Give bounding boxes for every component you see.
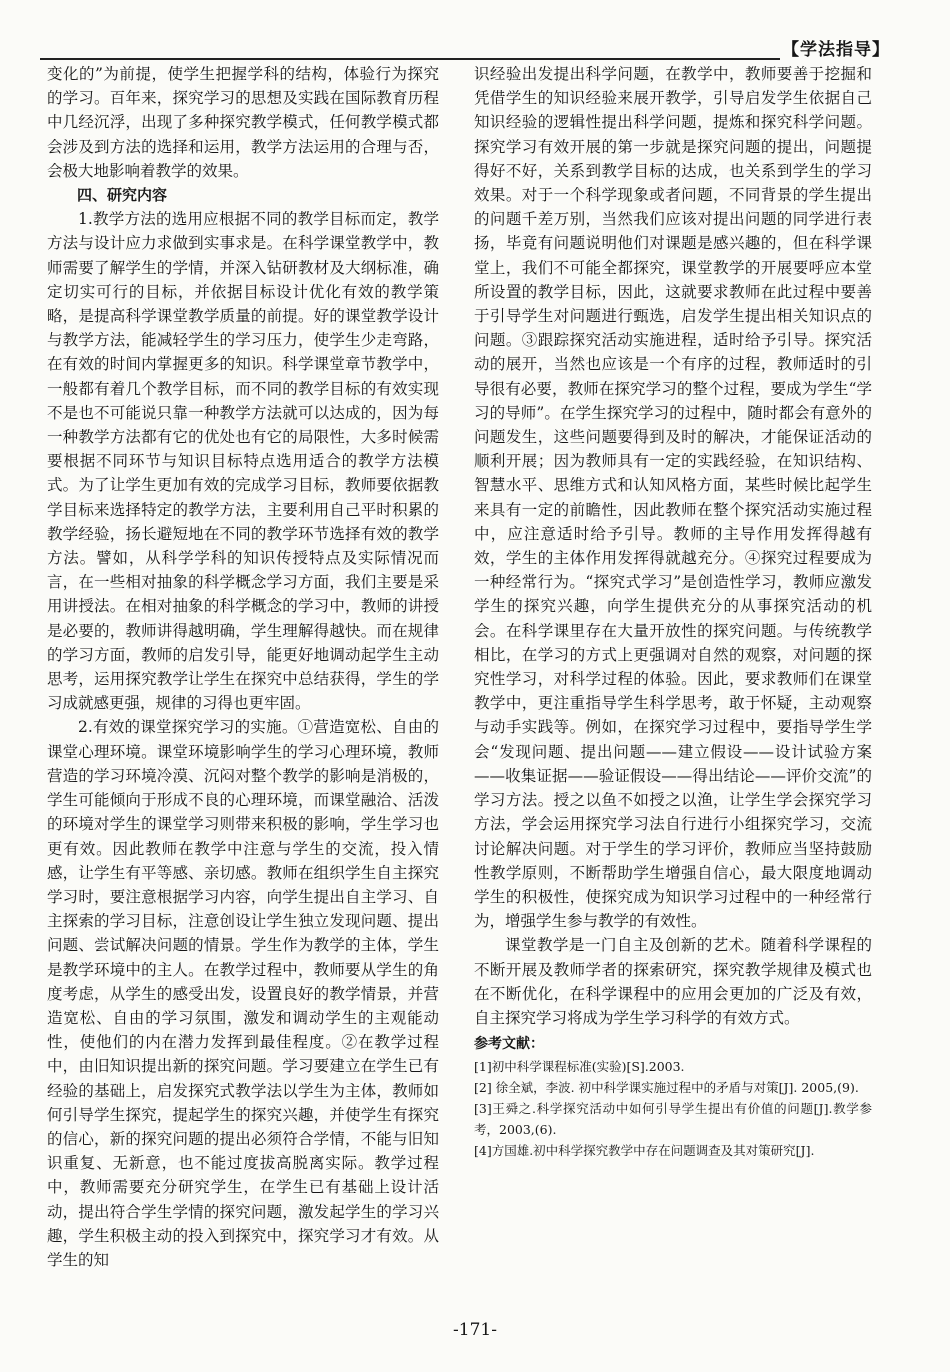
paragraph-teaching-methods: 1.教学方法的选用应根据不同的教学目标而定，教学方法与设计应力求做到实事求是。在科学课堂教学中，教师需要了解学生的学情，并深入钻研教材及大纲标准，确定切实可行的目标，并依据目标设计优化有效的教学策略，是提高科学课堂教学质量的前提。好的课堂教学设计与教学方法，能减轻学生的学习压力，使学生少走弯路，在有效的时间内掌握更多的知识。科学课堂章节教学中，一般都有着几个教学目标，而不同的教学目标的有效实现不是也不可能说只靠一种教学方法就可以达成的，因为每一种教学方法都有它的优处也有它的局限性，大多时候需要根据不同环节与知识目标特点选用适合的教学方法模式。为了让学生更加有效的完成学习目标，教师要依据教学目标来选择特定的教学方法，主要利用自己平时积累的教学经验，扬长避短地在不同的教学环节选择有效的教学方法。譬如，从科学学科的知识传授特点及实际情况而言，在一些相对抽象的科学概念学习方面，我们主要是采用讲授法。在相对抽象的科学概念的学习中，教师的讲授是必要的，教师讲得越明确，学生理解得越快。而在规律的学习方面，教师的启发引导，能更好地调动起学生主动思考，运用探究教学让学生在探究中总结获得，学生的学习成就感更强，规律的习得也更牢固。 [47,210,439,713]
references-list [474,1056,872,1161]
header-rule [40,58,780,60]
intro-paragraph: 变化的”为前提，使学生把握学科的结构，体验行为探究的学习。百年来，探究学习的思想及实践在国际教育历程中几经沉浮，出现了多种探究教学模式，任何教学模式都会涉及到方法的选择和运用，教学方法运用的合理与否，会极大地影响着教学的效果。 [47,65,439,180]
reference-item: [4]方国雄.初中科学探究教学中存在问题调查及其对策研究[J]. [474,1143,815,1159]
reference-item: [2] 徐全斌，李波. 初中科学课实施过程中的矛盾与对策[J]. 2005,(9). [474,1080,859,1096]
paragraph-inquiry-implementation: 2.有效的课堂探究学习的实施。①营造宽松、自由的课堂心理环境。课堂环境影响学生的学习心理环境，教师营造的学习环境冷漠、沉闷对整个教学的影响是消极的，学生可能倾向于形成不良的心理环境，而课堂融洽、活泼的环境对学生的课堂学习则带来积极的影响，学生学习也更有效。因此教师在教学中注意与学生的交流，投入情感，让学生有平等感、亲切感。教师在组织学生自主探究学习时，要注意根据学习内容，向学生提出自主学习、自主探索的学习目标，注意创设让学生独立发现问题、提出问题、尝试解决问题的情景。学生作为教学的主体，学生是教学环境中的主人。在教学过程中，教师要从学生的角度考虑，从学生的感受出发，设置良好的教学情景，并营造宽松、自由的学习氛围，激发和调动学生的主观能动性，使他们的内在潜力发挥到最佳程度。②在教学过程中，由旧知识提出新的探究问题。学习要建立在学生已有经验的基础上，启发探究式教学法以学生为主体，教师如何引导学生探究，提起学生的探究兴趣，并使学生有探究的信心，新的探究问题的提出必须符合学情，不能与旧知识重复、无新意，也不能过度拔高脱离实际。教学过程中，教师需要充分研究学生，在学生已有基础上设计活动，提出符合学生学情的探究问题，激发起学生的学习兴趣，学生积极主动的投入到探究中，探究学习才有效。从学生的知 [47,718,439,1269]
left-column [47,62,439,1294]
references-heading: 参考文献： [474,1036,544,1053]
section-heading: 四、研究内容 [77,186,168,205]
reference-item: [1]初中科学课程标准(实验)[S].2003. [474,1059,685,1075]
right-column [474,62,872,1294]
section-tag: 【学法指导】 [782,40,890,60]
paragraph-continued: 识经验出发提出科学问题，在教学中，教师要善于挖掘和凭借学生的知识经验来展开教学，引导启发学生依据自己知识经验的逻辑性提出科学问题，提炼和探究科学问题。探究学习有效开展的第一步就是探究问题的提出，问题提得好不好，关系到教学目标的达成，也关系到学生的学习效果。对于一个科学现象或者问题，不同背景的学生提出的问题千差万别，当然我们应该对提出问题的同学进行表扬，毕竟有问题说明他们对课题是感兴趣的，但在科学课堂上，我们不可能全都探究，课堂教学的开展要呼应本堂所设置的教学目标，因此，这就要求教师在此过程中要善于引导学生对问题进行甄选，启发学生提出相关知识点的问题。③跟踪探究活动实施进程，适时给予引导。探究活动的展开，当然也应该是一个有序的过程，教师适时的引导很有必要，教师在探究学习的整个过程，要成为学生“学习的导师”。在学生探究学习的过程中，随时都会有意外的问题发生，这些问题要得到及时的解决，才能保证活动的顺利开展；因为教师具有一定的实践经验，在知识结构、智慧水平、思维方式和认知风格方面，某些时候比起学生来具有一定的前瞻性，因此教师在整个探究活动实施过程中，应注意适时给予引导。教师的主导作用发挥得越有效，学生的主体作用发挥得就越充分。④探究过程要成为一种经常行为。“探究式学习”是创造性学习，教师应激发学生的探究兴趣，向学生提供充分的从事探究活动的机会。在科学课里存在大量开放性的探究问题。与传统教学相比，在学习的方式上更强调对自然的观察，对问题的探究性学习，对科学过程的体验。因此，要求教师们在课堂教学中，更注重指导学生科学思考，敢于怀疑，主动观察与动手实践等。例如，在探究学习过程中，要指导学生学会“发现问题、提出问题——建立假设——设计试验方案——收集证据——验证假设——得出结论——评价交流”的学习方法。授之以鱼不如授之以渔，让学生学会探究学习方法，学会运用探究学习法自行进行小组探究学习，交流讨论解决问题。对于学生的学习评价，教师应当坚持鼓励性教学原则，不断帮助学生增强自信心，最大限度地调动学生的积极性，使探究成为知识学习过程中的一种经常行为，增强学生参与教学的有效性。 [474,65,872,931]
page-number: -171- [453,1320,497,1340]
conclusion-paragraph: 课堂教学是一门自主及创新的艺术。随着科学课程的不断开展及教师学者的探索研究，探究教学规律及模式也在不断优化，在科学课程中的应用会更加的广泛及有效，自主探究学习将成为学生学习科学的有效方式。 [474,936,872,1027]
reference-item: [3]王舜之.科学探究活动中如何引导学生提出有价值的问题[J].教学参考，2003,(6). [474,1101,872,1138]
